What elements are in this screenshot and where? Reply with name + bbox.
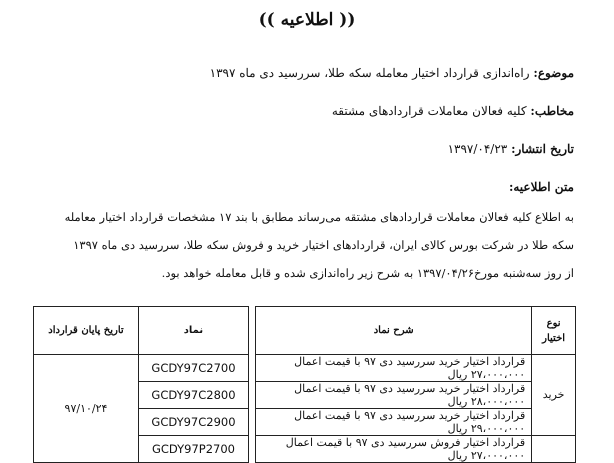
audience-text: کلیه فعالان معاملات قراردادهای مشتقه bbox=[331, 104, 527, 118]
subject-line bbox=[210, 66, 574, 80]
row-description: قرارداد اختیار خرید سررسید دی ۹۷ با قیمت اعمال ۲۸،۰۰۰،۰۰۰ ریال bbox=[256, 382, 532, 409]
row-description: قرارداد اختیار خرید سررسید دی ۹۷ با قیمت اعمال ۲۷،۰۰۰،۰۰۰ ریال bbox=[256, 355, 532, 382]
audience-label: مخاطب: bbox=[530, 104, 574, 118]
body-label: متن اطلاعیه: bbox=[508, 180, 574, 194]
header-description: شرح نماد bbox=[256, 307, 532, 355]
row-symbol: GCDY97C2700 bbox=[138, 355, 248, 382]
subject-label: موضوع: bbox=[533, 66, 574, 80]
header-end-date: تاریخ پایان قرارداد bbox=[34, 307, 139, 355]
contracts-table bbox=[33, 306, 576, 463]
date-label: تاریخ انتشار: bbox=[511, 142, 574, 156]
header-type: نوع اختیار bbox=[532, 307, 576, 355]
body-line-3: از روز سه‌شنبه مورخ۱۳۹۷/۰۴/۲۶ به شرح زیر راه‌اندازی شده و قابل معامله خواهد بود. bbox=[161, 266, 574, 280]
publish-date: ۱۳۹۷/۰۴/۲۳ bbox=[447, 142, 508, 156]
subject-text: راه‌اندازی قرارداد اختیار معامله سکه طلا، سررسید دی ماه ۱۳۹۷ bbox=[209, 66, 530, 80]
row-symbol: GCDY97C2800 bbox=[138, 382, 248, 409]
row-description: قرارداد اختیار خرید سررسید دی ۹۷ با قیمت اعمال ۲۹،۰۰۰،۰۰۰ ریال bbox=[256, 409, 532, 436]
header-symbol: نماد bbox=[138, 307, 248, 355]
row-symbol: GCDY97C2900 bbox=[138, 409, 248, 436]
row-description: قرارداد اختیار فروش سررسید دی ۹۷ با قیمت اعمال ۲۷،۰۰۰،۰۰۰ ریال bbox=[256, 436, 532, 463]
date-line bbox=[448, 142, 574, 156]
body-line-2: سکه طلا در شرکت بورس کالای ایران، قراردادهای اختیار خرید و فروش سکه طلا، سررسید دی ماه ۱۳۹۷ bbox=[73, 238, 574, 252]
audience-line bbox=[332, 104, 574, 118]
table-header-row bbox=[34, 307, 576, 355]
type-cell-buy: خرید bbox=[532, 355, 576, 436]
row-symbol: GCDY97P2700 bbox=[138, 436, 248, 463]
table-row bbox=[34, 355, 576, 382]
notice-title: (( اطلاعیه )) bbox=[258, 10, 356, 30]
end-date-cell: ۹۷/۱۰/۲۴ bbox=[34, 355, 139, 463]
body-line-1: به اطلاع کلیه فعالان معاملات قراردادهای مشتقه می‌رساند مطابق با بند ۱۷ مشخصات قرارداد اختیار معامله bbox=[64, 210, 574, 224]
